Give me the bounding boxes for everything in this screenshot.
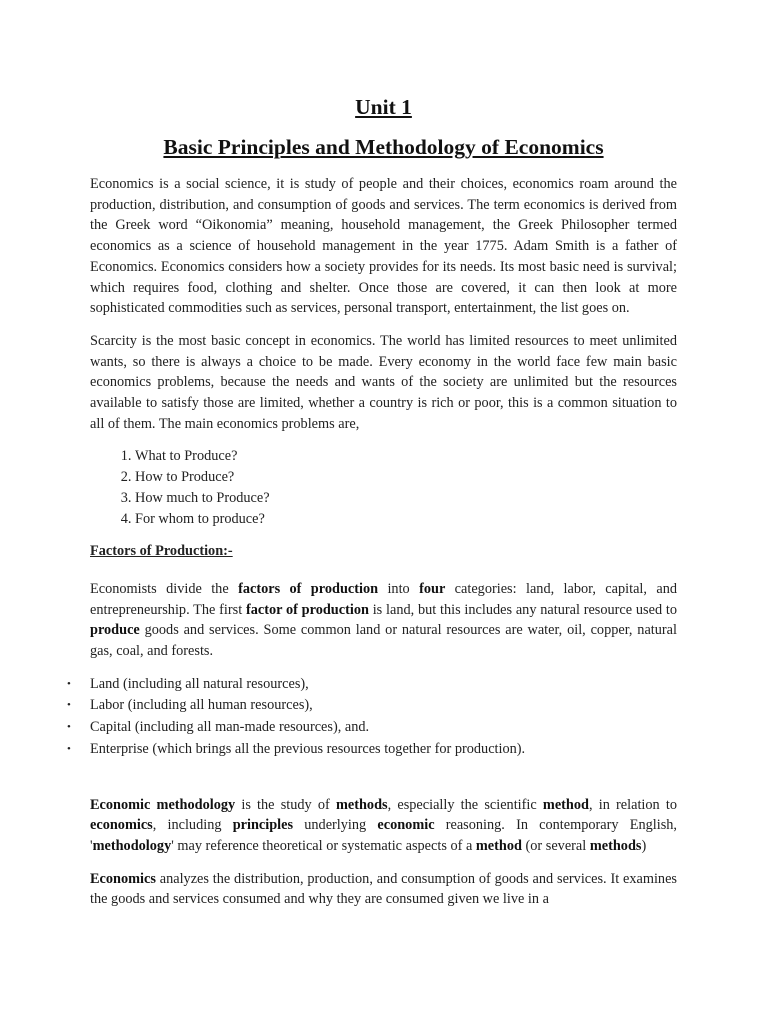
bullet-icon: •	[67, 721, 71, 734]
bold-run: Economics	[90, 870, 156, 887]
bold-run: method	[475, 837, 522, 854]
text-run: ' may reference theoretical or systematic aspects of a	[171, 837, 476, 854]
scarcity-paragraph: Scarcity is the most basic concept in economics. The world has limited resources to meet unlimited wants, so there is always a choice to be made. Every economy in the world face few main basic economics problems, because the needs and wants of the society are unlimited but the resources available to satisfy those are limited, whether a country is rich or poor, this is a common situation to all of them. The main economics problems are,	[90, 332, 677, 432]
bold-run: principles	[232, 817, 294, 834]
text-run: categories: land, labor, capital, and entrepreneurship. The first	[90, 580, 677, 618]
text-run: reasoning. In contemporary English, '	[90, 817, 677, 854]
list-item-text: Land (including all natural resources),	[90, 675, 309, 692]
bullet-icon: •	[67, 742, 71, 755]
list-item: 3. How much to Produce?	[135, 488, 677, 509]
bold-run: Economic methodology	[90, 796, 236, 813]
text-run: Economists divide the	[90, 580, 239, 597]
unit-heading: Unit 1	[355, 95, 412, 119]
bold-run: methods	[589, 837, 642, 854]
factors-paragraph	[90, 579, 677, 662]
list-item-text: Labor (including all human resources),	[90, 697, 313, 714]
text-run: , including	[152, 817, 233, 834]
factors-list	[0, 674, 680, 761]
economics-paragraph	[90, 869, 677, 910]
bold-run: factors of production	[238, 580, 379, 597]
list-item-text: Enterprise (which brings all the previous resources together for production).	[90, 740, 526, 757]
bullet-icon: •	[67, 699, 71, 712]
methodology-paragraph	[90, 795, 677, 857]
list-item	[0, 674, 680, 696]
text-run: goods and services. Some common land or natural resources are water, oil, copper, natural gas, coal, and forests.	[90, 622, 677, 660]
text-run: )	[641, 837, 647, 854]
bold-run: economic	[377, 817, 435, 834]
economic-problems-list	[90, 446, 677, 529]
text-run: , in relation to	[588, 796, 677, 813]
page-title: Basic Principles and Methodology of Economics	[163, 135, 604, 159]
text-run: (or several	[521, 837, 590, 854]
text-run: is the study of	[235, 796, 336, 813]
list-item	[0, 695, 680, 717]
bold-run: factor of production	[245, 601, 369, 618]
list-item: 4. For whom to produce?	[135, 509, 677, 530]
intro-paragraph: Economics is a social science, it is study of people and their choices, economics roam around the production, distribution, and consumption of goods and services. The term economics is derived from the Greek word “Oikonomia” meaning, household management, the Greek Philosopher termed economics as a science of household management in the year 1775. Adam Smith is a father of Economics. Economics considers how a society provides for its needs. Its most basic need is survival; which requires food, clothing and shelter. Once those are covered, it can then look at more sophisticated commodities such as services, personal transport, entertainment, the list goes on.	[90, 176, 677, 317]
bold-run: economics	[90, 817, 153, 834]
list-item	[0, 717, 680, 739]
bold-run: four	[419, 580, 446, 597]
bold-run: methodology	[92, 837, 172, 854]
list-item-text: Capital (including all man-made resources), and.	[90, 719, 370, 736]
spacer	[90, 761, 677, 795]
bullet-icon: •	[67, 677, 71, 690]
document-page	[67, 92, 677, 910]
list-item	[0, 739, 680, 761]
list-item: 1. What to Produce?	[135, 446, 677, 467]
bold-run: produce	[90, 622, 140, 639]
bold-run: method	[542, 796, 589, 813]
text-run: analyzes the distribution, production, and consumption of goods and services. It examines the goods and services consumed and why they are consumed given we live in a	[90, 870, 677, 908]
list-item: 2. How to Produce?	[135, 467, 677, 488]
text-run: , especially the scientific	[387, 796, 543, 813]
text-run: into	[378, 580, 420, 597]
bold-run: methods	[335, 796, 388, 813]
text-run: is land, but this includes any natural resource used to	[368, 601, 677, 618]
factors-heading: Factors of Production:-	[90, 543, 233, 560]
text-run: underlying	[293, 817, 378, 834]
